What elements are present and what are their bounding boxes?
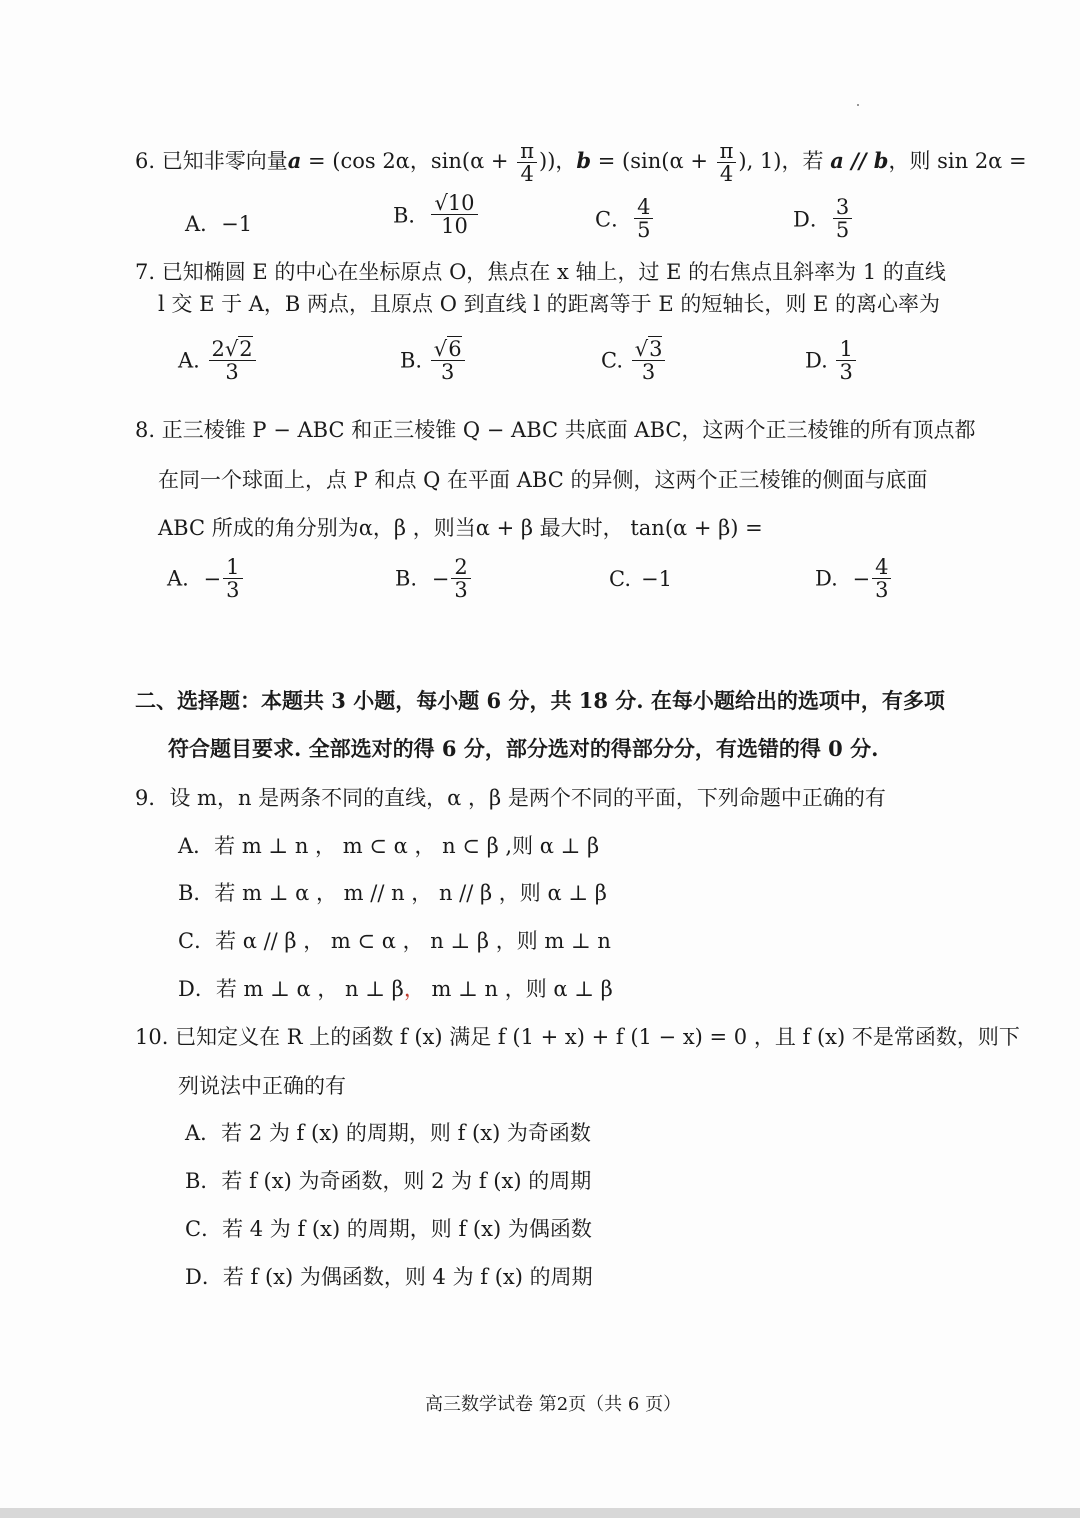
q6-option-c: C． $\frac{4}{5}$ (595, 196, 655, 241)
q8-stem-line2: 在同一个球面上，点 P 和点 Q 在平面 ABC 的异侧，这两个正三棱锥的侧面与底面 (158, 468, 928, 492)
q9-option-c: C．若 α // β ， m ⊂ α ， n ⊥ β ，则 m ⊥ n (178, 929, 611, 953)
page-footer: 高三数学试卷 第2页（共 6 页） (425, 1394, 682, 1415)
q9-option-d: D．若 m ⊥ α ， n ⊥ β， m ⊥ n ，则 α ⊥ β (178, 977, 613, 1001)
q8-option-a: A. − $\frac{1}{3}$ (167, 556, 245, 601)
q10-option-c: C．若 4 为 f (x) 的周期，则 f (x) 为偶函数 (185, 1217, 592, 1241)
q9-option-b: B．若 m ⊥ α ， m // n ， n // β ，则 α ⊥ β (178, 881, 607, 905)
q7-option-b: B. $\frac{√6}{3}$ (400, 338, 467, 383)
section2-title-line2: 符合题目要求. 全部选对的得 6 分，部分选对的得部分分，有选错的得 0 分. (168, 736, 879, 761)
q6-option-d: D． $\frac{3}{5}$ (793, 196, 854, 241)
q8-stem-line1: 8. 正三棱锥 P − ABC 和正三棱锥 Q − ABC 共底面 ABC，这两个正三棱锥的所有顶点都 (135, 418, 976, 442)
q8-option-c: C. −1 (609, 567, 672, 591)
q10-stem-line2: 列说法中正确的有 (178, 1074, 346, 1098)
pi-over-4-fraction: $\frac{\pi}{4}$ (717, 140, 737, 185)
q10-option-d: D．若 f (x) 为偶函数，则 4 为 f (x) 的周期 (185, 1265, 593, 1289)
q7-option-d: D. $\frac{1}{3}$ (805, 338, 858, 383)
q8-option-b: B. − $\frac{2}{3}$ (395, 556, 473, 601)
q8-stem-line3: ABC 所成的角分别为α，β ，则当α + β 最大时， tan(α + β) = (158, 516, 763, 540)
q10-option-a: A．若 2 为 f (x) 的周期，则 f (x) 为奇函数 (185, 1121, 591, 1145)
q6-option-b: B． $\frac{√10}{10}$ (393, 192, 480, 237)
pi-over-4-fraction: $\frac{\pi}{4}$ (517, 140, 537, 185)
q7-option-a: A. $\frac{2√2}{3}$ (178, 338, 258, 383)
q9-stem: 9．设 m，n 是两条不同的直线，α ，β 是两个不同的平面，下列命题中正确的有 (135, 786, 886, 810)
q10-option-b: B．若 f (x) 为奇函数，则 2 为 f (x) 的周期 (185, 1169, 592, 1193)
q6-stem: 6. 已知非零向量a = (cos 2α，sin(α + $\frac{\pi}{4}$ ))，b = (sin(α + $\frac{\pi}{4}$ ), 1)，若 a // b，则 sin 2α = (135, 139, 1027, 187)
scan-speck (857, 104, 859, 106)
q9-option-a: A．若 m ⊥ n ， m ⊂ α ， n ⊂ β ,则 α ⊥ β (178, 834, 600, 858)
q6-option-a: A．−1 (185, 212, 253, 236)
q10-stem-line1: 10. 已知定义在 R 上的函数 f (x) 满足 f (1 + x) + f (1 − x) = 0 ，且 f (x) 不是常函数，则下 (135, 1025, 1020, 1049)
q7-stem-line2: l 交 E 于 A，B 两点，且原点 O 到直线 l 的距离等于 E 的短轴长，则 E 的离心率为 (158, 292, 941, 316)
q7-option-c: C. $\frac{√3}{3}$ (601, 338, 667, 383)
section2-title-line1: 二、选择题：本题共 3 小题，每小题 6 分，共 18 分. 在每小题给出的选项中，有多项 (135, 688, 945, 713)
scan-edge (0, 1508, 1080, 1518)
q7-stem-line1: 7. 已知椭圆 E 的中心在坐标原点 O，焦点在 x 轴上，过 E 的右焦点且斜率为 1 的直线 (135, 260, 946, 284)
q8-option-d: D. − $\frac{4}{3}$ (815, 556, 893, 601)
